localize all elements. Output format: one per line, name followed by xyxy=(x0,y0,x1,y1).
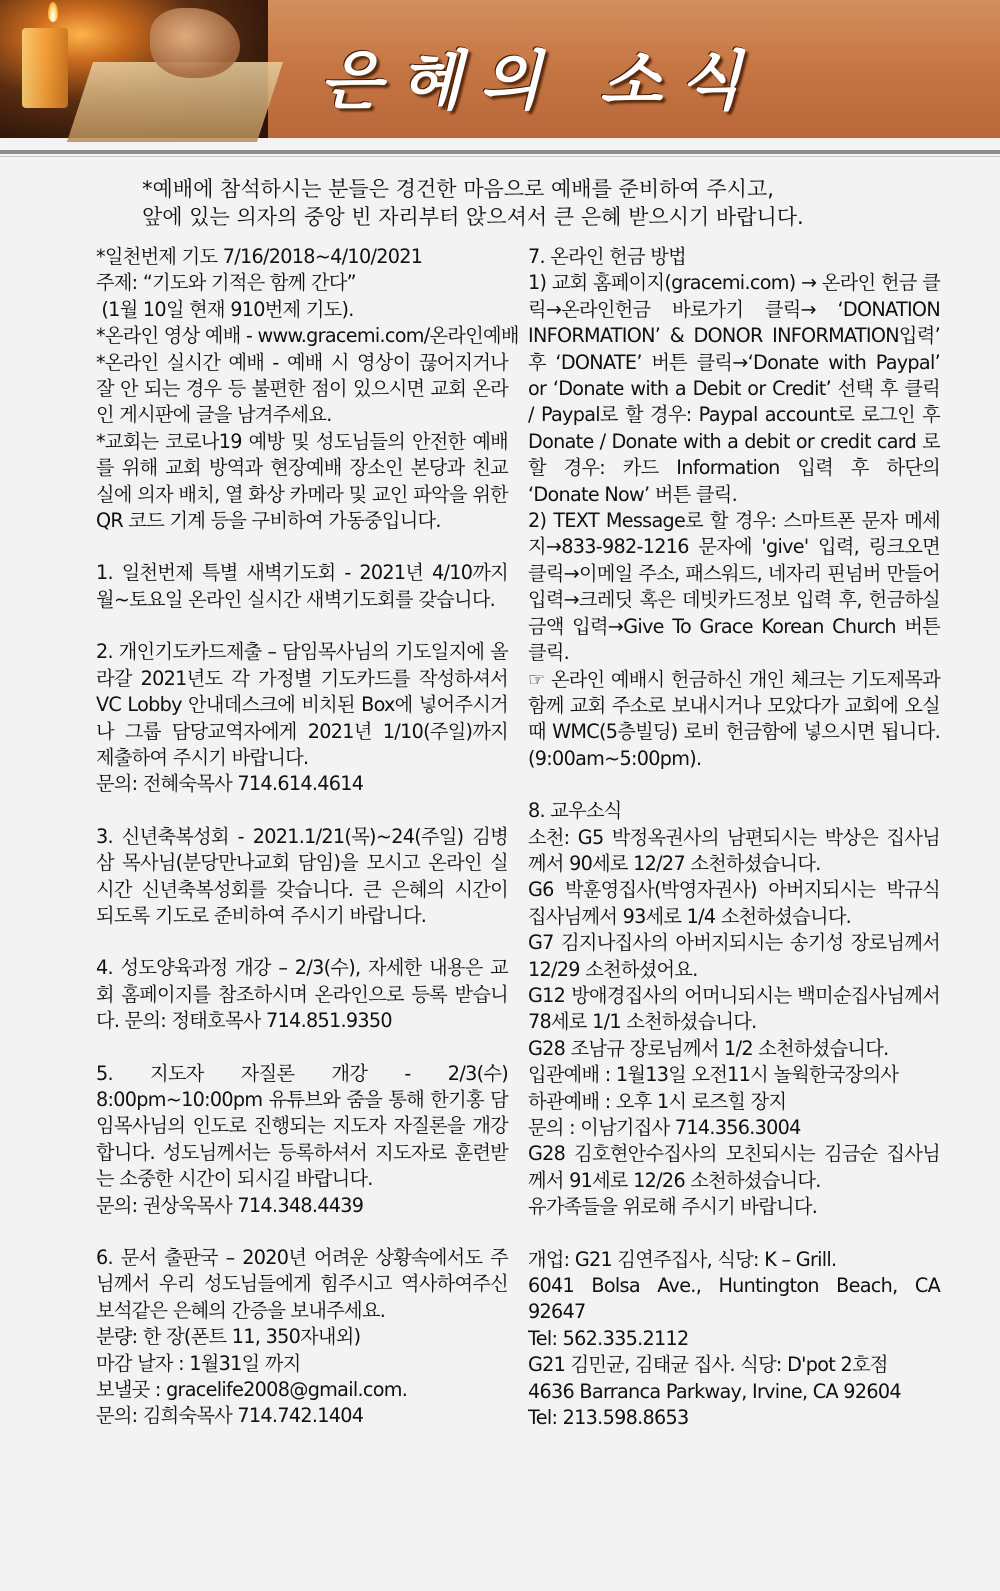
news-line: 하관예배 : 오후 1시 로즈힐 장지 xyxy=(528,1089,787,1113)
item-2 xyxy=(96,639,508,797)
item-text: 2. 개인기도카드제출 – 담임목사님의 기도일지에 올라갈 2021년도 각 가정별 기도카드를 작성하셔서 VC Lobby 안내데스크에 비치된 Box에 넣어주시거나 그룹 담당교역자에게 2021년 1/10(주일)까지 제출하여 주시기 바랍니다. xyxy=(96,640,508,769)
left-column xyxy=(96,244,519,1430)
detail-line: 보낼곳 : gracelife2008@gmail.com. xyxy=(96,1378,408,1402)
notice-line: *일천번제 기도 7/16/2018~4/10/2021 xyxy=(96,245,423,268)
phone-line: Tel: 562.335.2112 xyxy=(528,1326,689,1350)
candle-prayer-image xyxy=(0,0,268,138)
praying-hands-shape xyxy=(150,8,240,78)
item-7 xyxy=(528,244,940,772)
news-line: G12 방애경집사의 어머니되시는 백미순집사님께서 78세로 1/1 소천하셨습니다. xyxy=(528,983,940,1034)
item-heading: 8. 교우소식 xyxy=(528,799,622,823)
news-line: 소천: G5 박정옥권사의 남편되시는 박상은 집사님께서 90세로 12/27 소천하셨습니다. xyxy=(528,825,940,875)
contact-line: 문의: 전혜숙목사 714.614.4614 xyxy=(96,772,364,796)
flame-shape xyxy=(48,2,58,22)
item-8 xyxy=(528,798,940,1221)
divider-thin xyxy=(0,156,1000,157)
intro-line: *예배에 참석하시는 분들은 경건한 마음으로 예배를 준비하여 주시고, xyxy=(142,177,774,201)
news-line: G7 김지나집사의 아버지되시는 송기성 장로님께서 12/29 소천하셨어요. xyxy=(528,931,940,981)
detail-line: 마감 날자 : 1월31일 까지 xyxy=(96,1351,301,1375)
divider xyxy=(0,150,1000,154)
notice-line: 주제: “기도와 기적은 함께 간다” xyxy=(96,271,356,295)
item-5 xyxy=(96,1061,508,1219)
candle-shape xyxy=(22,28,68,108)
contact-line: 문의 : 이남기집사 714.356.3004 xyxy=(528,1116,801,1139)
item-text: 4. 성도양육과정 개강 – 2/3(수), 자세한 내용은 교회 홈페이지를 참조하시며 온라인으로 등록 받습니다. 문의: 정태호목사 714.851.9350 xyxy=(96,956,508,1033)
item-text: 2) TEXT Message로 할 경우: 스마트폰 문자 메세지→833-982-1216 문자에 'give' 입력, 링크오면 클릭→이메일 주소, 패스워드, 네자리 핀넘버 만들어 입력→크레딧 혹은 데빗카드정보 입력 후, 헌금하실 금액 입력→Give To Grace Korean Church 버튼 클릭. xyxy=(528,509,940,665)
item-4 xyxy=(96,955,508,1034)
opening-news xyxy=(528,1247,940,1432)
news-line: G28 김호현안수집사의 모친되시는 김금순 집사님께서 91세로 12/26 소천하셨습니다. xyxy=(528,1142,940,1192)
item-1 xyxy=(96,560,508,613)
news-line: G6 박훈영집사(박영자권사) 아버지되시는 박규식 집사님께서 93세로 1/4 소천하셨습니다. xyxy=(528,878,940,928)
prayer-notice xyxy=(96,244,519,534)
item-heading: 7. 온라인 헌금 방법 xyxy=(528,245,686,268)
item-6 xyxy=(96,1245,508,1430)
opening-line: G21 김민균, 김태균 집사. 식당: D'pot 2호점 xyxy=(528,1353,888,1377)
news-line: 유가족들을 위로해 주시기 바랍니다. xyxy=(528,1195,818,1219)
contact-line: 문의: 권상욱목사 714.348.4439 xyxy=(96,1193,364,1217)
notice-line: (1월 10일 현재 910번제 기도). xyxy=(96,297,354,321)
page-title: 은혜의 소식 xyxy=(320,44,760,119)
news-line: G28 조남규 장로님께서 1/2 소천하셨습니다. xyxy=(528,1036,889,1060)
header-banner xyxy=(0,0,1000,138)
item-text: 1) 교회 홈페이지(gracemi.com) → 온라인 헌금 클릭→온라인헌금 바로가기 클릭→ ‘DONATION INFORMATION’ & DONOR INFORMATION입력’ 후 ‘DONATE’ 버튼 클릭→‘Donate with Paypal’ or ‘Donate with a Debit or Credit’ 선택 후 클릭 / Paypal로 할 경우: Paypal account로 로그인 후 Donate / Donate with a debit or credit card 로 할 경우: 카드 Information 입력 후 하단의 ‘Donate Now’ 버튼 클릭. xyxy=(528,271,940,506)
intro-line: 앞에 있는 의자의 중앙 빈 자리부터 앉으셔서 큰 은혜 받으시기 바랍니다. xyxy=(142,205,804,229)
notice-line: *교회는 코로나19 예방 및 성도님들의 안전한 예배를 위해 교회 방역과 현장예배 장소인 본당과 친교실에 의자 배치, 열 화상 카메라 및 교인 파악을 위한 QR 코드 기계 등을 구비하여 가동중입니다. xyxy=(96,429,508,533)
address-line: 4636 Barranca Parkway, Irvine, CA 92604 xyxy=(528,1379,901,1403)
intro-text xyxy=(142,175,982,231)
detail-line: 분량: 한 장(폰트 11, 350자내외) xyxy=(96,1325,361,1349)
opening-line: 개업: G21 김연주집사, 식당: K – Grill. xyxy=(528,1247,837,1271)
notice-line: *온라인 실시간 예배 - 예배 시 영상이 끊어지거나 잘 안 되는 경우 등 불편한 점이 있으시면 교회 온라인 게시판에 글을 남겨주세요. xyxy=(96,350,508,427)
news-line: 입관예배 : 1월13일 오전11시 놀웍한국장의사 xyxy=(528,1063,899,1087)
item-3 xyxy=(96,824,508,930)
item-text: ☞ 온라인 예배시 헌금하신 개인 체크는 기도제목과 함께 교회 주소로 보내시거나 모았다가 교회에 오실 때 WMC(5층빌딩) 로비 헌금함에 넣으시면 됩니다. (9:00am~5:00pm). xyxy=(528,667,940,770)
item-text: 3. 신년축복성회 - 2021.1/21(목)~24(주일) 김병삼 목사님(분당만나교회 담임)을 모시고 온라인 실시간 신년축복성회를 갖습니다. 큰 은혜의 시간이 되도록 기도로 준비하여 주시기 바랍니다. xyxy=(96,824,508,927)
right-column xyxy=(528,244,940,1431)
address-line: 6041 Bolsa Ave., Huntington Beach, CA 92647 xyxy=(528,1274,940,1324)
item-text: 6. 문서 출판국 – 2020년 어려운 상황속에서도 주님께서 우리 성도님들에게 힘주시고 역사하여주신 보석같은 은혜의 간증을 보내주세요. xyxy=(96,1246,508,1322)
item-text: 1. 일천번제 특별 새벽기도회 - 2021년 4/10까지 월~토요일 온라인 실시간 새벽기도회를 갖습니다. xyxy=(96,561,508,611)
phone-line: Tel: 213.598.8653 xyxy=(528,1406,689,1430)
contact-line: 문의: 김희숙목사 714.742.1404 xyxy=(96,1404,364,1428)
item-text: 5. 지도자 자질론 개강 - 2/3(수) 8:00pm~10:00pm 유튜브와 줌을 통해 한기홍 담임목사님의 인도로 진행되는 지도자 자질론을 개강합니다. 성도님께서는 등록하셔서 지도자로 훈련받는 소중한 시간이 되시길 바랍니다. xyxy=(96,1061,508,1191)
notice-line: *온라인 영상 예배 - www.gracemi.com/온라인예배 xyxy=(96,324,519,348)
